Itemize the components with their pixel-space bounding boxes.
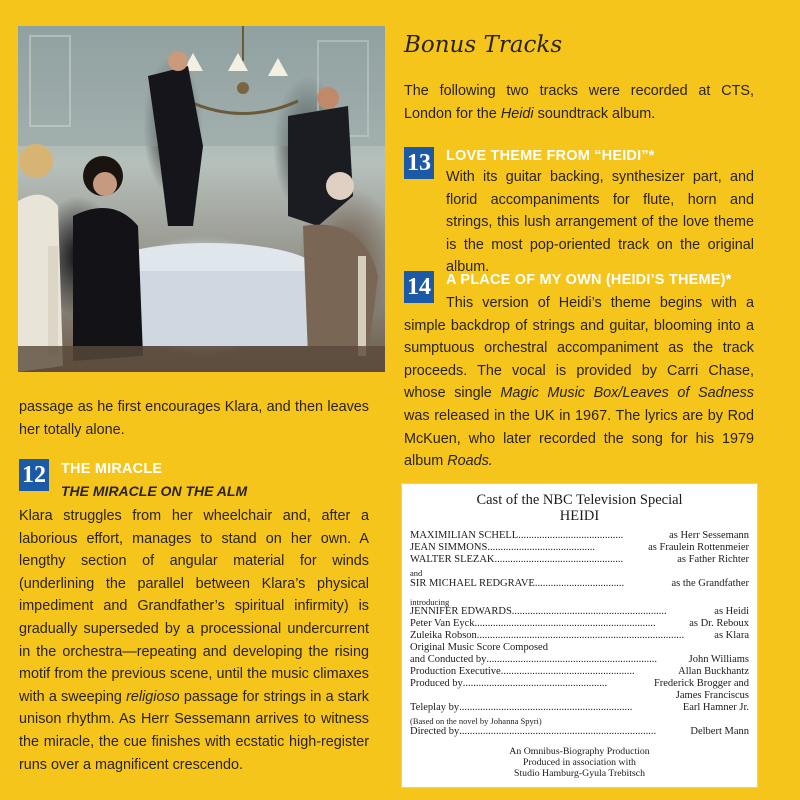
track-14-italic-2: Roads. (447, 453, 493, 470)
track-description-13: With its guitar backing, synthesizer part, and florid accompaniments for flute, horn and strings, this lush arrangement of the love theme is the most pop-oriented track on the original album. (446, 169, 754, 276)
credit-role: Frederick Brogger and (653, 678, 749, 689)
credit-line (410, 618, 749, 630)
continuation-paragraph: passage as he first encourages Klara, and then leaves her totally alone. (19, 399, 369, 438)
credit-role: Earl Hamner Jr. (682, 702, 749, 713)
credit-introducing-label: introducing (410, 597, 450, 607)
credit-dots: .................................. (534, 578, 625, 589)
credit-role: as Fraulein Rottenmeier (648, 542, 749, 553)
bonus-tracks-heading: Bonus Tracks (404, 32, 563, 58)
track-14-italic-1: Magic Music Box/Leaves of Sadness (500, 385, 754, 402)
credit-line (410, 678, 749, 690)
credit-name: Produced by (410, 678, 463, 689)
credit-dots: ..................................................................... (474, 618, 656, 629)
credit-dots: ......................................... (487, 542, 595, 553)
credit-name: Zuleika Robson (410, 630, 477, 641)
credit-name: Directed by (410, 726, 460, 737)
card-footer-line-2: Produced in association with (523, 757, 636, 768)
credit-role: as Father Richter (677, 554, 749, 565)
credit-name: WALTER SLEZAK (410, 554, 495, 565)
credit-name: Peter Van Eyck (410, 618, 475, 629)
credit-role: Allan Buckhantz (678, 666, 749, 677)
credit-line (410, 630, 749, 642)
credit-name: and Conducted by (410, 654, 487, 665)
track-12-italic: religioso (126, 688, 180, 705)
track-14-text-a: This version of Heidi’s theme begins with a simple backdrop of strings and guitar, blooming into a sumptuous orchestral accompaniment as the track proceeds. The vocal is provided by Carri Chase, whose single (404, 295, 754, 402)
credit-role: Delbert Mann (690, 726, 749, 737)
credit-line (410, 654, 749, 666)
track-description-12 (19, 505, 369, 776)
credit-dots: ........................................................... (511, 606, 667, 617)
track-number-badge-13: 13 (404, 147, 434, 179)
track-number-badge-12: 12 (19, 459, 49, 491)
credit-dots: ................................................. (494, 554, 624, 565)
bonus-intro-italic: Heidi (500, 105, 534, 122)
credit-role: as Dr. Reboux (689, 618, 749, 629)
credit-line (410, 702, 749, 714)
bonus-intro-text: The following two tracks were recorded at CTS, London for the (404, 83, 754, 122)
credit-role: as the Grandfather (671, 578, 749, 589)
credit-line (410, 542, 749, 554)
credit-name: Teleplay by (410, 702, 460, 713)
credit-line (410, 606, 749, 618)
credit-line (410, 666, 749, 678)
film-still-photo (18, 26, 385, 372)
credit-dots: ............................................................................... (476, 630, 685, 641)
track-subtitle-12: THE MIRACLE ON THE ALM (61, 483, 248, 499)
track-12-text-b: passage for strings in a stark unison rhythm. As Herr Sessemann arrives to witness the miracle, the cue finishes with ecstatic high-register runs over a magnificent crescendo. (19, 688, 369, 773)
credit-role: John Williams (688, 654, 749, 665)
card-footer-line-1: An Omnibus-Biography Production (509, 746, 650, 757)
credit-line (410, 530, 749, 542)
credit-line (410, 578, 749, 590)
credit-line: James Franciscus (675, 690, 749, 701)
credit-role: as Heidi (714, 606, 749, 617)
bonus-intro-paragraph (404, 80, 754, 125)
credit-role: as Herr Sessemann (669, 530, 749, 541)
credit-score-label: Original Music Score Composed (410, 642, 548, 653)
credit-line (410, 726, 749, 738)
track-description-14 (404, 292, 754, 473)
credit-name: JEAN SIMMONS (410, 542, 488, 553)
credit-dots: ....................................................... (462, 678, 608, 689)
credit-novel-note: (Based on the novel by Johanna Spyri) (410, 716, 542, 726)
track-title-14: A PLACE OF MY OWN (HEIDI’S THEME)* (446, 272, 732, 288)
credit-dots: ........................................ (518, 530, 624, 541)
credit-dots: ................................................... (500, 666, 635, 677)
credit-dots: .................................................................. (459, 702, 633, 713)
credit-dots: ........................................................................... (459, 726, 657, 737)
credit-name: SIR MICHAEL REDGRAVE (410, 578, 535, 589)
bonus-intro-end: soundtrack album. (533, 105, 656, 122)
credit-name: Production Executive (410, 666, 501, 677)
credit-name: JENNIFER EDWARDS (410, 606, 512, 617)
credit-dots: ................................................................. (486, 654, 658, 665)
track-number-badge-14: 14 (404, 271, 434, 303)
credit-role: as Klara (714, 630, 749, 641)
track-title-12: THE MIRACLE (61, 461, 163, 477)
credit-line (410, 554, 749, 566)
credit-and-label: and (410, 568, 423, 578)
card-footer-line-3: Studio Hamburg-Gyula Trebitsch (514, 768, 645, 779)
track-title-13: LOVE THEME FROM “HEIDI”* (446, 148, 655, 164)
cast-card (401, 483, 758, 788)
credit-name: MAXIMILIAN SCHELL (410, 530, 519, 541)
track-14-text-b: was released in the UK in 1967. The lyrics are by Rod McKuen, who later recorded the song for his 1979 album (404, 407, 754, 470)
cast-card-heading: Cast of the NBC Television Special (476, 492, 683, 508)
cast-card-subheading: HEIDI (559, 508, 600, 524)
track-12-text-a: Klara struggles from her wheelchair and, after a laborious effort, manages to stand on her own. A lengthy section of angular material for winds (underlining the parallel between Klara’s physical impediment and Grandfather’s spiritual infirmity) is gradually superseded by a processional undercurrent in the orchestra—repeating and developing the rising motif from the previous scene, until the music climaxes with a sweeping (19, 508, 369, 705)
